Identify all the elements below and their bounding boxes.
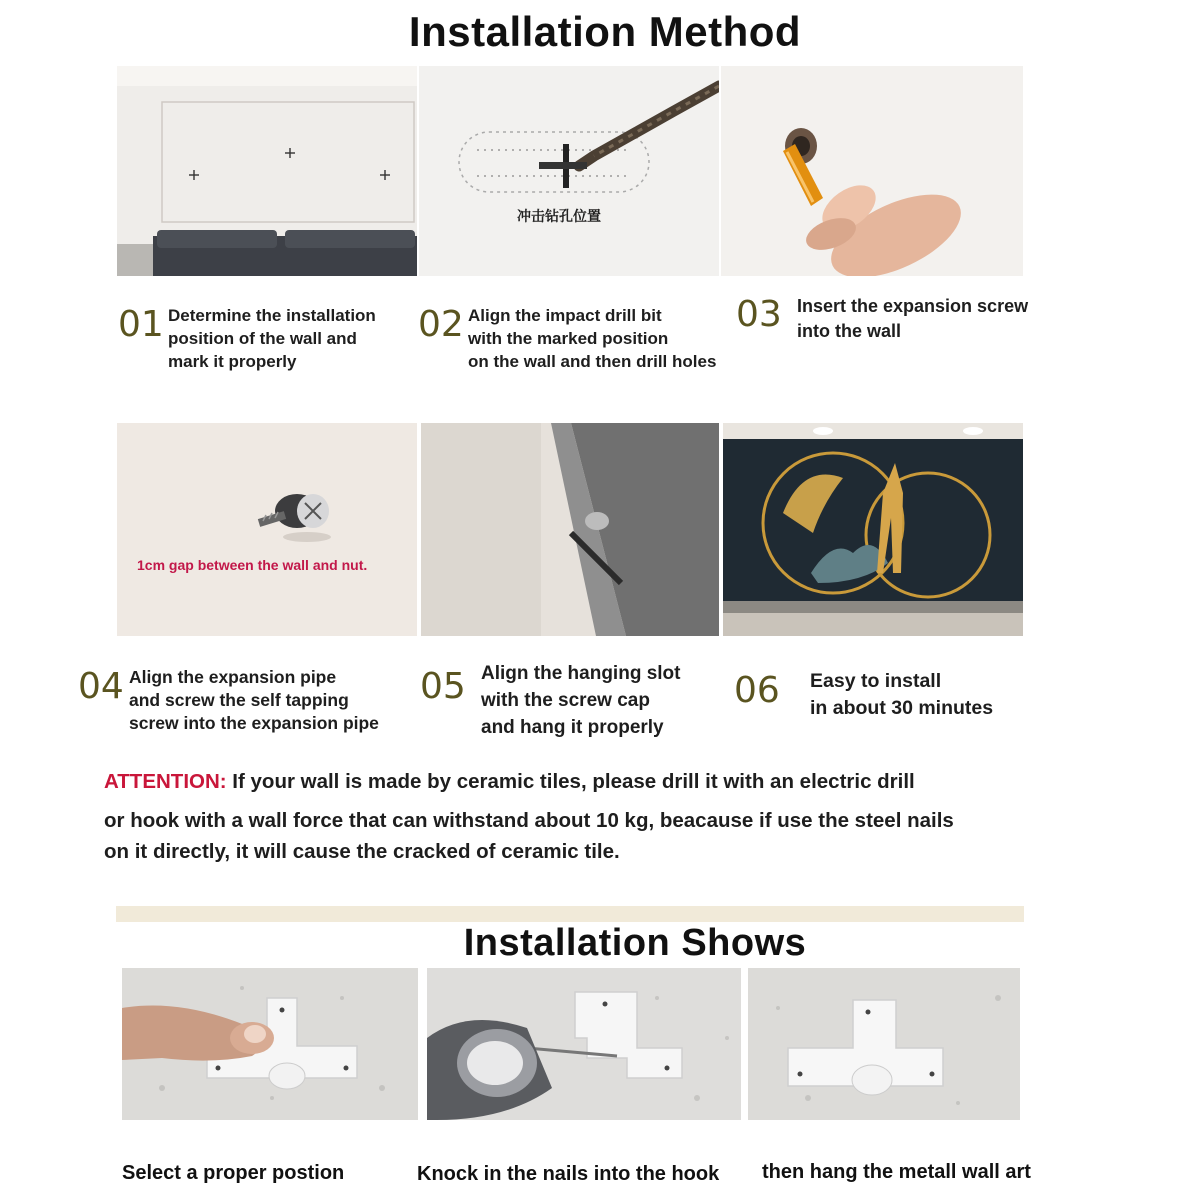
- attention-label: ATTENTION:: [104, 770, 227, 793]
- step-number-05: 05: [420, 666, 466, 707]
- step-number-04: 04: [78, 666, 124, 707]
- attention-line1-text: If your wall is made by ceramic tiles, please drill it with an electric drill: [226, 770, 915, 793]
- attention-line-2: or hook with a wall force that can withstand about 10 kg, beacause if use the steel nails: [104, 809, 954, 832]
- drill-marking-label: 冲击钻孔位置: [517, 209, 601, 225]
- step-number-02: 02: [418, 304, 464, 345]
- photo-screw-gap: [117, 423, 417, 636]
- photo-installed-art: [723, 423, 1023, 636]
- show-caption-3: then hang the metall wall art: [762, 1161, 1031, 1183]
- step-text-06: Easy to install in about 30 minutes: [810, 670, 994, 719]
- step-text-02: Align the impact drill bit with the marked position on the wall and then drill holes: [468, 306, 717, 371]
- photo-knock-nails: [427, 968, 741, 1120]
- step-text-04: Align the expansion pipe and screw the self tapping screw into the expansion pipe: [129, 667, 379, 733]
- gap-note: 1cm gap between the wall and nut.: [137, 557, 368, 573]
- photo-select-position: [122, 968, 418, 1120]
- step-text-03: Insert the expansion screw into the wall: [797, 296, 1029, 341]
- photo-hang-slot: [421, 423, 719, 636]
- step-text-01: Determine the installation position of the wall and mark it properly: [168, 306, 376, 371]
- attention-line-1: [104, 764, 1104, 799]
- photo-hang-art: [748, 968, 1020, 1120]
- step-text-05: Align the hanging slot with the screw cap and hang it properly: [481, 663, 681, 738]
- photo-mark-wall: [117, 66, 417, 276]
- step-number-03: 03: [736, 294, 782, 335]
- page-title: Installation Method: [408, 8, 802, 55]
- photo-drill-holes: [419, 66, 719, 276]
- shows-title: Installation Shows: [463, 922, 807, 964]
- attention-note: [104, 764, 1104, 869]
- section-separator: [116, 906, 1024, 922]
- photo-insert-screw: [721, 66, 1023, 276]
- show-caption-2: Knock in the nails into the hook: [417, 1163, 720, 1185]
- step-number-06: 06: [734, 670, 780, 711]
- attention-line-3: on it directly, it will cause the cracked of ceramic tile.: [104, 840, 620, 863]
- show-caption-1: Select a proper postion: [122, 1162, 345, 1184]
- step-number-01: 01: [118, 304, 164, 345]
